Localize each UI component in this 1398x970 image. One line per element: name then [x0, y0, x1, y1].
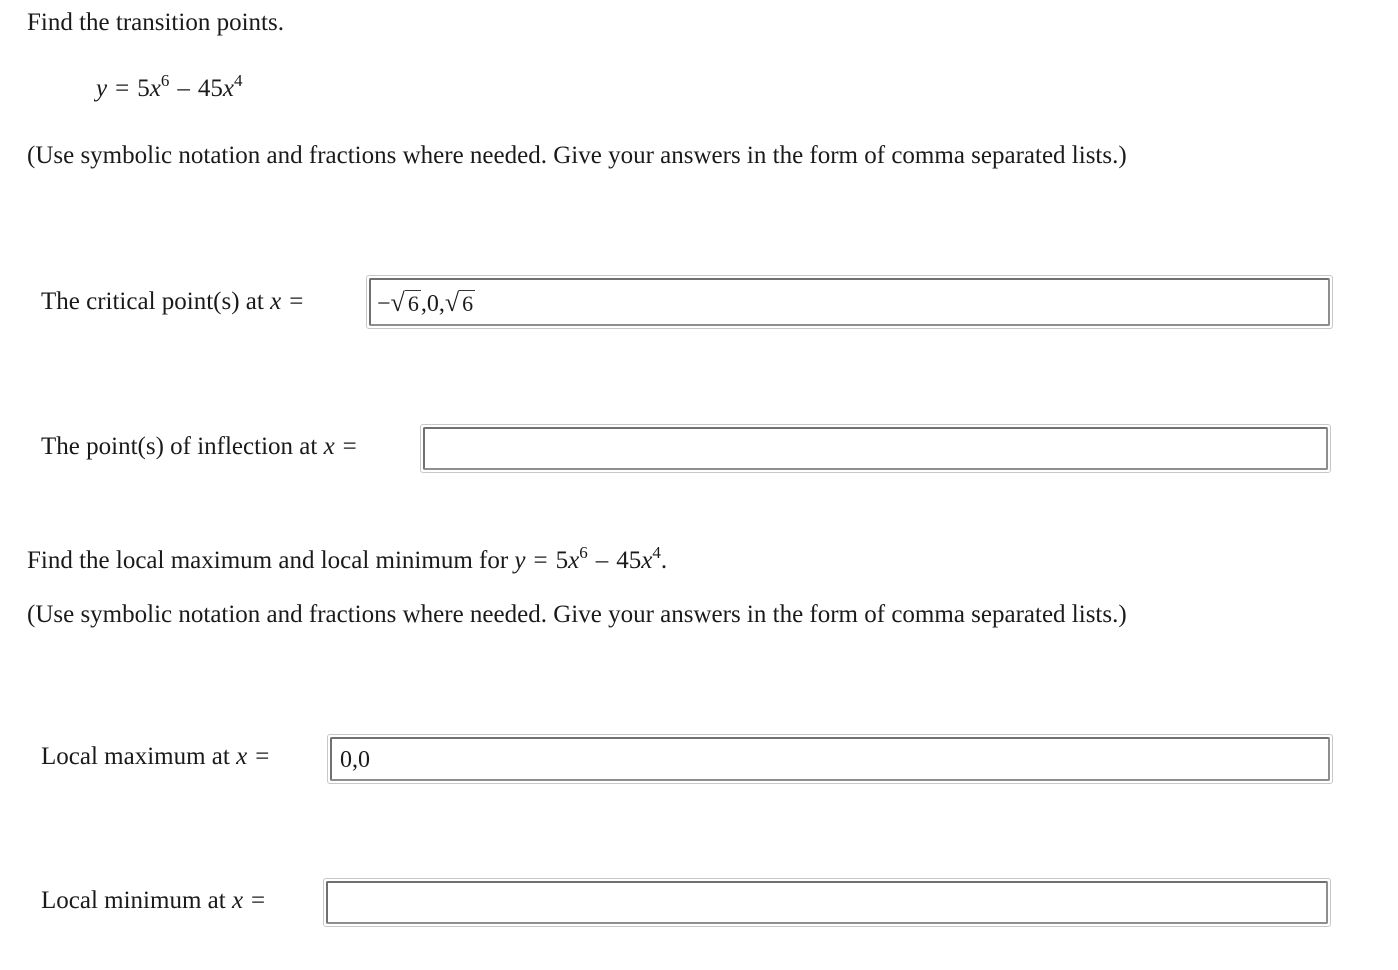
- critical-point-value: −√ 6,0,√ 6: [377, 288, 474, 317]
- part1-equation: $y = 5x^6 - 45x^4$: [96, 71, 243, 102]
- local-min-input[interactable]: [323, 878, 1331, 927]
- critical-point-input[interactable]: [366, 275, 1333, 329]
- part1-instruction: (Use symbolic notation and fractions where needed. Give your answers in the form of comma separated lists.): [27, 142, 1127, 169]
- critical-point-label: The critical point(s) at x =: [41, 288, 304, 315]
- local-min-label: Local minimum at x =: [41, 887, 266, 914]
- part2-instruction: (Use symbolic notation and fractions where needed. Give your answers in the form of comma separated lists.): [27, 601, 1127, 628]
- local-max-label: Local maximum at x =: [41, 743, 270, 770]
- part2-heading: Find the local maximum and local minimum for $y = 5x^6 - 45x^4$.: [27, 543, 668, 574]
- inflection-label: The point(s) of inflection at x =: [41, 433, 357, 460]
- local-max-input[interactable]: [327, 734, 1333, 784]
- local-max-value: 0,0: [340, 747, 370, 773]
- inflection-input[interactable]: [420, 424, 1331, 473]
- part1-heading: Find the transition points.: [27, 9, 284, 36]
